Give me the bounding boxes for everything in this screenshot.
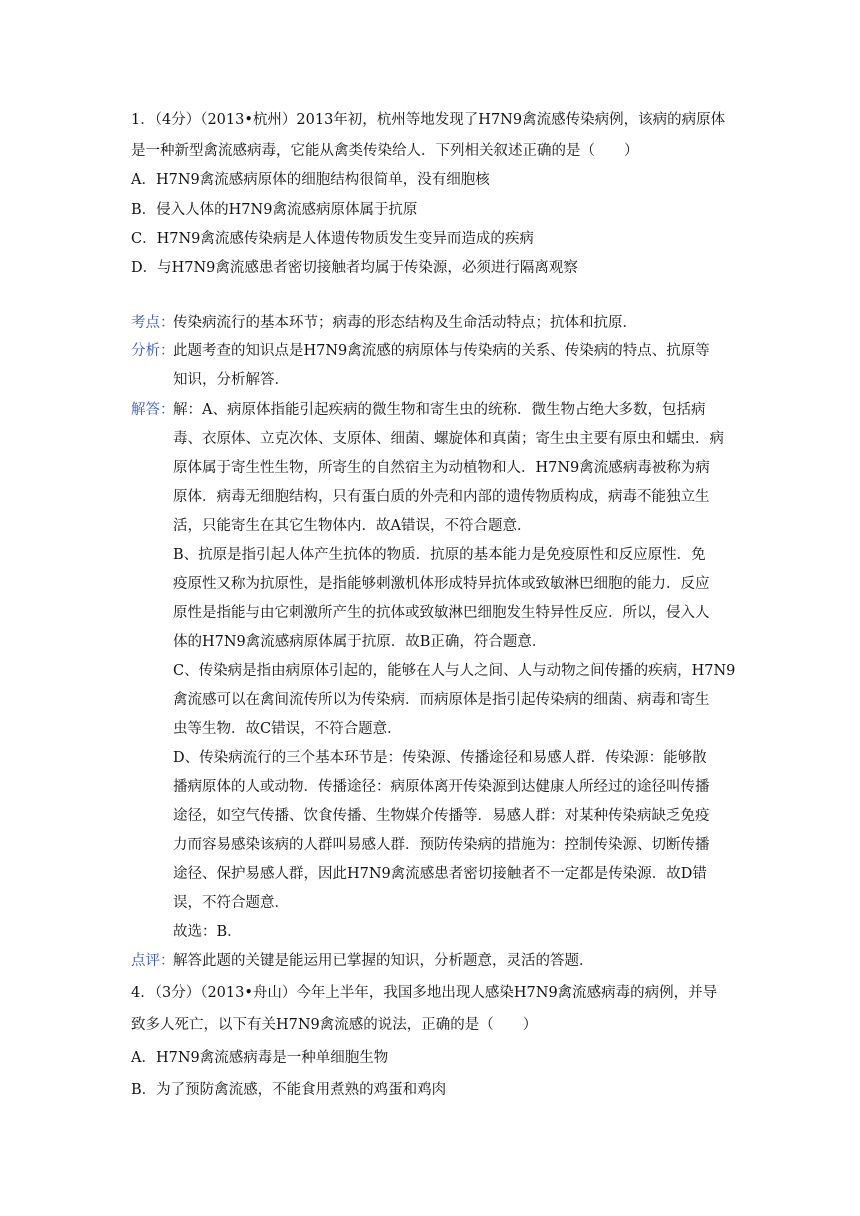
jieda-line-5: 活，只能寄生在其它生物体内．故A错误，不符合题意．	[173, 518, 532, 534]
fenxi-label: 分析：	[131, 343, 175, 359]
dianping-label: 点评：	[131, 953, 175, 969]
jieda-line-14: 播病原体的人或动物．传播途径：病原体离开传染源到达健康人所经过的途径叫传播	[173, 779, 710, 795]
kaodian-text: 传染病流行的基本环节；病毒的形态结构及生命活动特点；抗体和抗原．	[173, 315, 637, 331]
jieda-line-7: 疫原性又称为抗原性，是指能够刺激机体形成特异抗体或致敏淋巴细胞的能力．反应	[173, 576, 710, 592]
jieda-line-17: 途径、保护易感人群，因此H7N9禽流感患者密切接触者不一定都是传染源．故D错	[173, 866, 707, 882]
jieda-line-9: 体的H7N9禽流感病原体属于抗原．故B正确，符合题意．	[173, 634, 547, 650]
q1-stem-line-1: 1．（4分）（2013•杭州）2013年初，杭州等地发现了H7N9禽流感传染病例，该病的病原体	[131, 112, 726, 128]
kaodian-label: 考点：	[131, 315, 175, 331]
q1-option-d: D．与H7N9禽流感患者密切接触者均属于传染源，必须进行隔离观察	[131, 260, 578, 276]
jieda-line-10: C、传染病是指由病原体引起的，能够在人与人之间、人与动物之间传播的疾病，H7N9	[173, 663, 736, 679]
q1-option-b: B．侵入人体的H7N9禽流感病原体属于抗原	[131, 202, 418, 218]
jieda-line-18: 误，不符合题意．	[173, 895, 289, 911]
jieda-line-4: 原体．病毒无细胞结构，只有蛋白质的外壳和内部的遗传物质构成，病毒不能独立生	[173, 489, 710, 505]
q1-option-a: A．H7N9禽流感病原体的细胞结构很简单，没有细胞核	[131, 172, 490, 188]
fenxi-line-1: 此题考查的知识点是H7N9禽流感的病原体与传染病的关系、传染病的特点、抗原等	[173, 343, 710, 359]
dianping-text: 解答此题的关键是能运用已掌握的知识，分析题意，灵活的答题．	[173, 953, 594, 969]
jieda-line-6: B、抗原是指引起人体产生抗体的物质．抗原的基本能力是免疫原性和反应原性．免	[173, 547, 706, 563]
jieda-label: 解答：	[131, 402, 175, 418]
jieda-line-16: 力而容易感染该病的人群叫易感人群．预防传染病的措施为：控制传染源、切断传播	[173, 837, 710, 853]
q4-option-a: A．H7N9禽流感病毒是一种单细胞生物	[131, 1050, 389, 1066]
q4-stem-line-1: 4．（3分）（2013•舟山）今年上半年，我国多地出现人感染H7N9禽流感病毒的病例，并导	[131, 985, 718, 1001]
jieda-line-12: 虫等生物．故C错误，不符合题意．	[173, 721, 402, 737]
jieda-line-3: 原体属于寄生性生物，所寄生的自然宿主为动植物和人．H7N9禽流感病毒被称为病	[173, 460, 710, 476]
q1-option-c: C．H7N9禽流感传染病是人体遗传物质发生变异而造成的疾病	[131, 231, 534, 247]
jieda-line-1: 解：A、病原体指能引起疾病的微生物和寄生虫的统称．微生物占绝大多数，包括病	[173, 402, 706, 418]
q1-stem-line-2: 是一种新型禽流感病毒，它能从禽类传染给人．下列相关叙述正确的是（ ）	[131, 143, 639, 159]
jieda-line-19: 故选：B．	[173, 924, 242, 940]
q4-stem-line-2: 致多人死亡，以下有关H7N9禽流感的说法，正确的是（ ）	[131, 1017, 538, 1033]
q4-option-b: B．为了预防禽流感，不能食用煮熟的鸡蛋和鸡肉	[131, 1082, 447, 1098]
jieda-line-13: D、传染病流行的三个基本环节是：传染源、传播途径和易感人群．传染源：能够散	[173, 750, 707, 766]
jieda-line-2: 毒、衣原体、立克次体、支原体、细菌、螺旋体和真菌；寄生虫主要有原虫和蠕虫．病	[173, 431, 724, 447]
jieda-line-8: 原性是指能与由它刺激所产生的抗体或致敏淋巴细胞发生特异性反应．所以，侵入人	[173, 605, 710, 621]
fenxi-line-2: 知识，分析解答．	[173, 372, 289, 388]
jieda-line-11: 禽流感可以在禽间流传所以为传染病．而病原体是指引起传染病的细菌、病毒和寄生	[173, 692, 710, 708]
jieda-line-15: 途径，如空气传播、饮食传播、生物媒介传播等．易感人群：对某种传染病缺乏免疫	[173, 808, 710, 824]
